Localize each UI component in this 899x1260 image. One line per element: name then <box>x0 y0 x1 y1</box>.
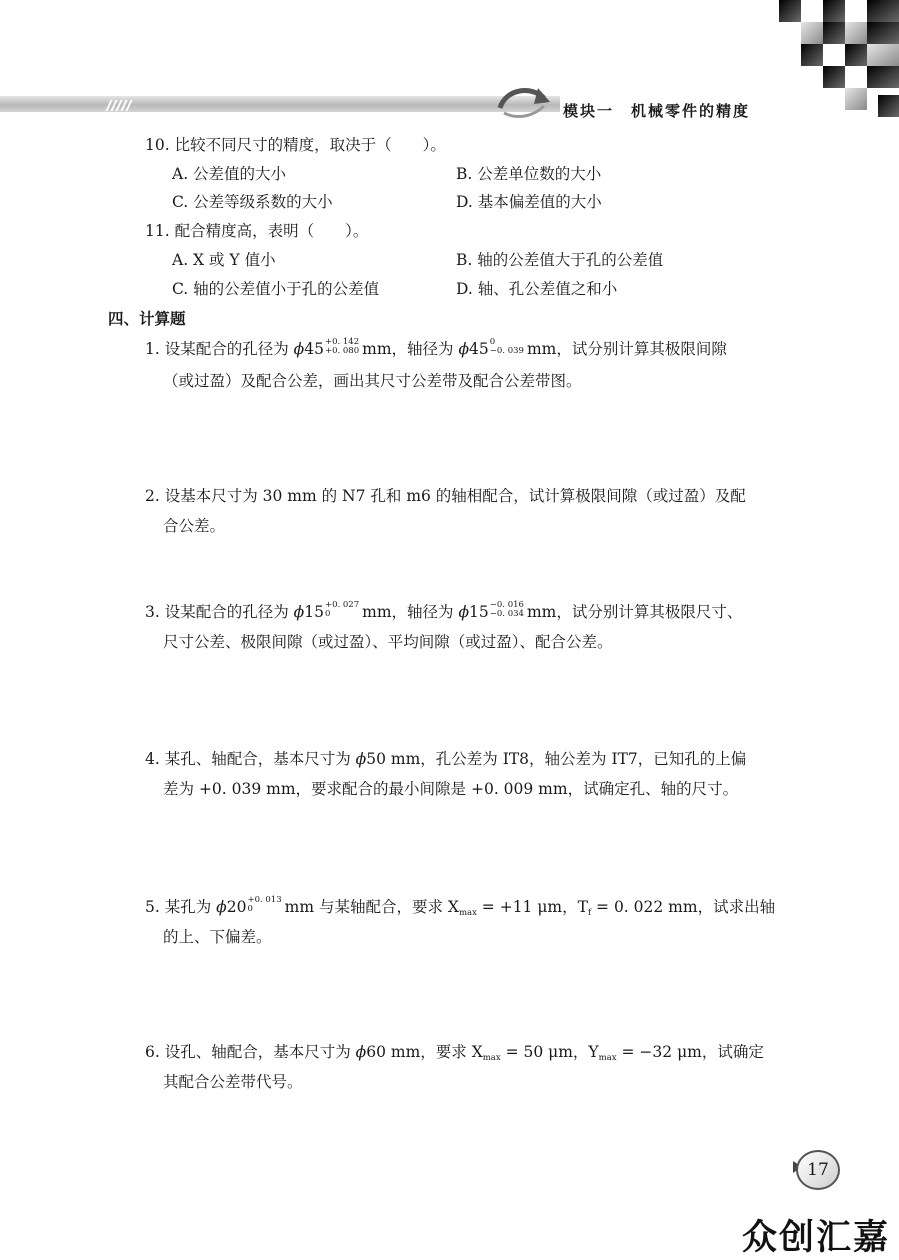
hole-diameter: 20 <box>226 898 247 916</box>
upper-deviation: +0. 142 <box>324 337 360 347</box>
problem-5-text: = 0. 022 mm，试求出轴 <box>591 898 776 916</box>
q11-stem: 11. 配合精度高，表明（ ）。 <box>145 222 369 240</box>
lower-deviation: −0. 039 <box>489 346 524 356</box>
problem-6-text: 6. 设孔、轴配合，基本尺寸为 <box>145 1043 356 1061</box>
problem-3-text: mm，轴径为 <box>362 603 459 621</box>
hole-tolerance <box>325 338 359 356</box>
watermark: 众创汇嘉 <box>742 1218 891 1258</box>
hole-tolerance <box>247 896 281 914</box>
subscript-max: max <box>482 1053 501 1063</box>
problem-5-line-2: 的上、下偏差。 <box>163 928 272 946</box>
lower-deviation: +0. 080 <box>324 346 360 356</box>
problem-6-line-1 <box>145 1041 764 1069</box>
q10-stem: 10. 比较不同尺寸的精度，取决于（ ）。 <box>145 136 446 154</box>
shaft-tolerance <box>490 338 524 356</box>
phi-symbol: ϕ <box>458 603 470 621</box>
upper-deviation: +0. 013 <box>247 895 282 905</box>
problem-6-text: = 50 μm，Y <box>500 1043 599 1061</box>
problem-4-text: 4. 某孔、轴配合，基本尺寸为 <box>145 750 356 768</box>
subscript-max: max <box>598 1053 617 1063</box>
q11-option-b: B. 轴的公差值大于孔的公差值 <box>456 251 664 269</box>
problem-1-line-1 <box>145 338 727 360</box>
page-number: 17 <box>796 1150 840 1190</box>
lower-deviation: 0 <box>324 609 331 619</box>
problem-1-line-2: （或过盈）及配合公差，画出其尺寸公差带及配合公差带图。 <box>163 372 582 390</box>
problem-3-line-1 <box>145 601 742 623</box>
hole-diameter: 45 <box>304 340 324 358</box>
problem-5-text: = +11 μm，T <box>476 898 588 916</box>
phi-symbol: ϕ <box>355 1043 367 1061</box>
problem-4-line-2: 差为 +0. 039 mm，要求配合的最小间隙是 +0. 009 mm，试确定孔、轴的尺寸。 <box>163 780 739 798</box>
problem-1-text: 1. 设某配合的孔径为 <box>145 340 294 358</box>
lower-deviation: 0 <box>247 904 253 914</box>
hole-tolerance <box>325 601 359 619</box>
subscript-max: max <box>458 908 477 918</box>
q10-option-c: C. 公差等级系数的大小 <box>172 193 333 211</box>
phi-symbol: ϕ <box>293 603 305 621</box>
problem-2-line-2: 合公差。 <box>163 517 226 535</box>
problem-5-line-1 <box>145 896 775 924</box>
q11-option-c: C. 轴的公差值小于孔的公差值 <box>172 280 380 298</box>
problem-2-line-1: 2. 设基本尺寸为 30 mm 的 N7 孔和 m6 的轴相配合，试计算极限间隙（或过盈）及配 <box>145 487 746 505</box>
q10-option-a: A. 公差值的大小 <box>172 165 287 183</box>
problem-6-text: = −32 μm，试确定 <box>616 1043 764 1061</box>
lower-deviation: −0. 034 <box>489 609 524 619</box>
problem-3-text: 3. 设某配合的孔径为 <box>145 603 294 621</box>
module-title: 模块一 机械零件的精度 <box>563 102 751 120</box>
upper-deviation: +0. 027 <box>324 600 360 610</box>
problem-3-line-2: 尺寸公差、极限间隙（或过盈）、平均间隙（或过盈）、配合公差。 <box>163 633 613 651</box>
problem-1-text: mm，试分别计算其极限间隙 <box>526 340 727 358</box>
q11-option-a: A. X 或 Y 值小 <box>172 251 276 269</box>
problem-5-text: mm 与某轴配合，要求 X <box>284 898 459 916</box>
subscript-f: f <box>587 908 592 918</box>
q10-option-d: D. 基本偏差值的大小 <box>456 193 602 211</box>
phi-symbol: ϕ <box>458 340 470 358</box>
problem-4-text: 50 mm，孔公差为 IT8，轴公差为 IT7，已知孔的上偏 <box>366 750 747 768</box>
section-title: 四、计算题 <box>108 310 186 328</box>
phi-symbol: ϕ <box>216 898 227 916</box>
problem-6-text: 60 mm，要求 X <box>366 1043 483 1061</box>
q10-option-b: B. 公差单位数的大小 <box>456 165 602 183</box>
curved-arrow-icon <box>494 80 554 120</box>
hole-diameter: 15 <box>304 603 324 621</box>
phi-symbol: ϕ <box>355 750 367 768</box>
problem-6-line-2: 其配合公差带代号。 <box>163 1073 303 1091</box>
q11-option-d: D. 轴、孔公差值之和小 <box>456 280 618 298</box>
upper-deviation: 0 <box>489 337 496 347</box>
header-bar <box>0 96 560 112</box>
checker-decoration <box>779 0 899 120</box>
problem-1-text: mm，轴径为 <box>362 340 459 358</box>
phi-symbol: ϕ <box>293 340 305 358</box>
problem-3-text: mm，试分别计算其极限尺寸、 <box>526 603 743 621</box>
shaft-tolerance <box>490 601 524 619</box>
shaft-diameter: 45 <box>469 340 489 358</box>
problem-5-text: 5. 某孔为 <box>145 898 217 916</box>
upper-deviation: −0. 016 <box>489 600 524 610</box>
problem-4-line-1 <box>145 748 746 770</box>
shaft-diameter: 15 <box>469 603 489 621</box>
